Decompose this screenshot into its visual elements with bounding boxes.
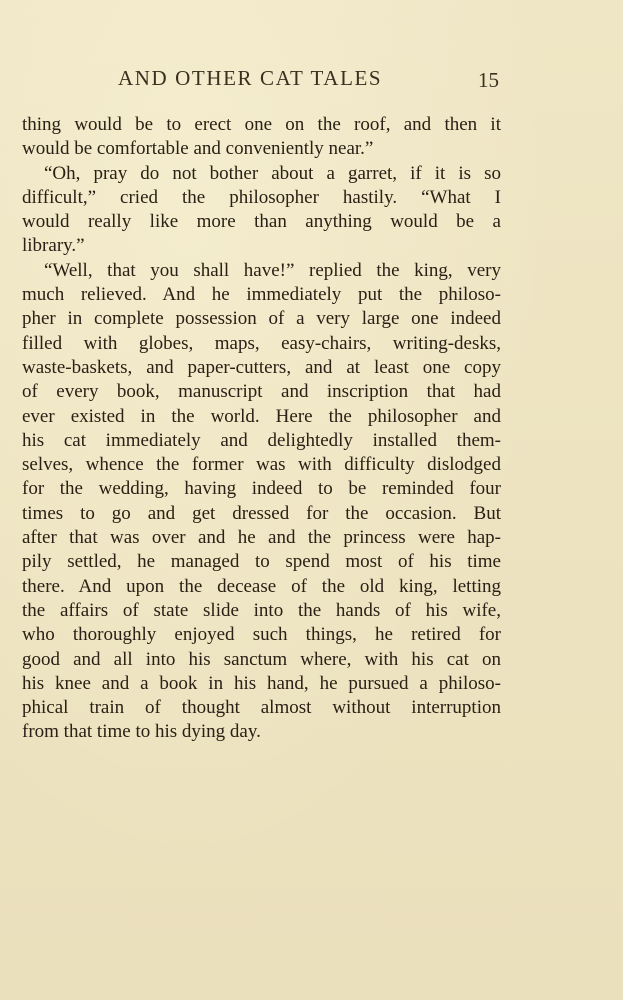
text-line: pily settled, he managed to spend most of his time [22,551,501,573]
text-line: ever existed in the world. Here the philosopher and [22,405,501,427]
text-line: times to go and get dressed for the occasion. But [22,502,501,524]
text-line: good and all into his sanctum where, with his cat on [22,648,501,670]
text-line: filled with globes, maps, easy-chairs, writing-desks, [22,332,501,354]
text-line: would really like more than anything would be a [22,211,501,233]
text-line: there. And upon the decease of the old king, letting [22,575,501,597]
text-line: from that time to his dying day. [22,721,261,743]
text-line: of every book, manuscript and inscription that had [22,381,501,403]
text-line: library.” [22,235,85,257]
page-number: 15 [478,68,499,92]
text-line: phical train of thought almost without interruption [22,697,501,719]
text-line: much relieved. And he immediately put the philoso- [22,284,501,306]
text-line: selves, whence the former was with difficulty dislodged [22,454,501,476]
text-line: the affairs of state slide into the hands of his wife, [22,599,501,621]
text-line: pher in complete possession of a very large one indeed [22,308,501,330]
text-line: “Oh, pray do not bother about a garret, if it is so [44,162,501,184]
text-line: his knee and a book in his hand, he pursued a philoso- [22,672,501,694]
text-line: waste-baskets, and paper-cutters, and at least one copy [22,356,501,378]
text-line: his cat immediately and delightedly installed them- [22,429,501,451]
text-line: for the wedding, having indeed to be reminded four [22,478,501,500]
text-line: after that was over and he and the princess were hap- [22,527,501,549]
text-line: thing would be to erect one on the roof, and then it [22,114,501,135]
body-text [22,113,501,745]
text-line: who thoroughly enjoyed such things, he retired for [22,624,501,646]
text-line: difficult,” cried the philosopher hastily. “What I [22,186,501,208]
text-line: “Well, that you shall have!” replied the king, very [44,259,501,281]
text-line: would be comfortable and conveniently near.” [22,138,374,160]
running-title: AND OTHER CAT TALES [118,66,383,90]
